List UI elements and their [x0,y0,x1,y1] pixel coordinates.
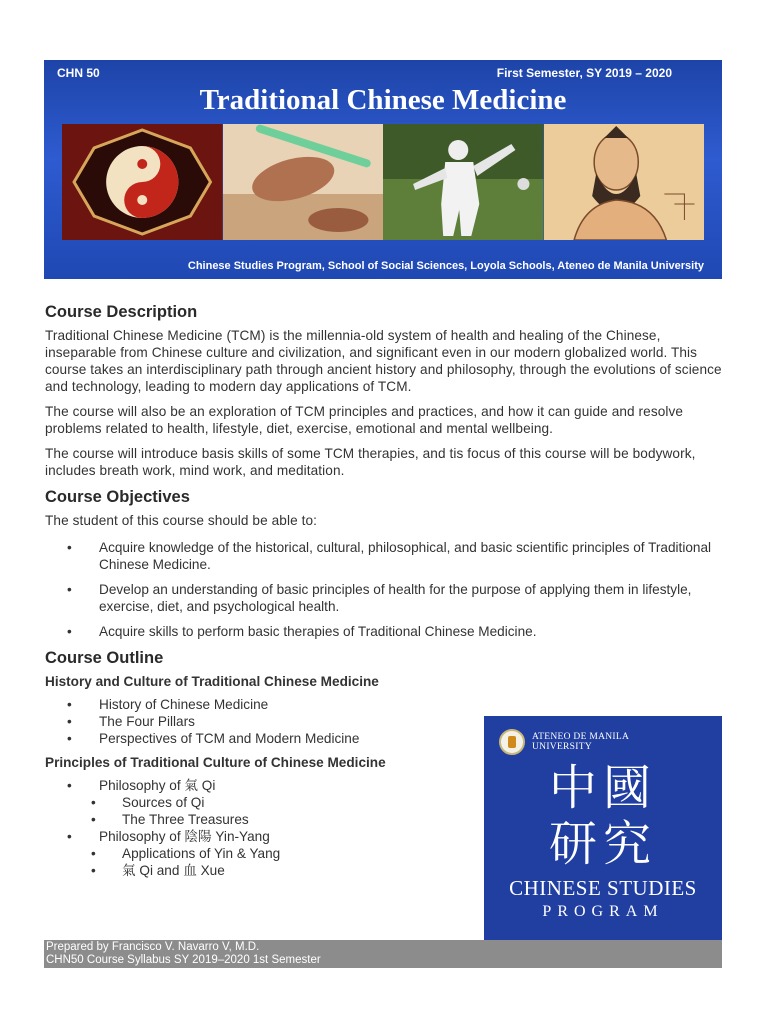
list-item: • The Four Pillars [67,714,195,729]
chinese-studies-label: CHINESE STUDIES [509,876,697,900]
list-item: • 氣 Qi and 血 Xue [91,863,225,878]
chinese-studies-logo [484,716,722,940]
footer-bar [44,940,722,968]
list-item: • Philosophy of 陰陽 Yin-Yang [67,829,270,844]
objectives-list [45,539,725,640]
bullet: • [67,624,72,639]
description-paragraph: The course will also be an exploration of TCM principles and practices, and how it can guide and resolve problems related to health, lifestyle, diet, exercise, emotional and mental wellbeing. [45,404,684,436]
bullet: • [67,582,72,597]
program-label: PROGRAM [542,903,664,920]
acupuncture-image [223,124,384,240]
semester-label: First Semester, SY 2019 – 2020 [496,66,672,80]
course-title: Traditional Chinese Medicine [199,84,567,116]
chinese-characters: 中國 研究 [548,760,657,872]
outline-section-title: Principles of Traditional Culture of Chinese Medicine [45,755,386,770]
list-item: • Develop an understanding of basic principles of health for the purpose of applying them in lifestyle, exercise, diet, and psychological health. [67,582,692,614]
course-description-heading: Course Description [45,303,198,321]
bullet: • [67,540,72,555]
list-item: • The Three Treasures [91,812,249,827]
ateneo-seal-icon [499,729,525,755]
university-name: ATENEO DE MANILA UNIVERSITY [532,732,630,752]
meridian-drawing-image [544,124,705,240]
objectives-intro: The student of this course should be able to: [45,513,318,528]
syllabus-label: CHN50 Course Syllabus SY 2019–2020 1st Semester [46,954,321,966]
list-item: • Philosophy of 氣 Qi [67,778,216,793]
tai-chi-statue-image [383,124,544,240]
program-affiliation: Chinese Studies Program, School of Social Sciences, Loyola Schools, Ateneo de Manila University [187,260,704,272]
description-paragraph: Traditional Chinese Medicine (TCM) is the millennia-old system of health and healing of the Chinese, inseparable from Chinese culture and civilization, and significant even in our modern globalized world. This course takes an interdisciplinary path through ancient history and philosophy, through the evolutions of science and technology, leading to modern day applications of TCM. [45,328,722,394]
list-item: • Perspectives of TCM and Modern Medicine [67,731,360,746]
course-outline-heading: Course Outline [45,649,164,667]
course-objectives-heading: Course Objectives [45,488,190,506]
list-item: • History of Chinese Medicine [67,697,269,712]
list-item: • Acquire skills to perform basic therapies of Traditional Chinese Medicine. [67,624,537,639]
list-item: • Applications of Yin & Yang [91,846,281,861]
list-item: • Sources of Qi [91,795,205,810]
outline-section-title: History and Culture of Traditional Chinese Medicine [45,674,379,689]
description-paragraph: The course will introduce basis skills of some TCM therapies, and tis focus of this course will be bodywork, includes breath work, mind work, and meditation. [45,446,696,478]
course-code: CHN 50 [57,66,100,80]
list-item: • Acquire knowledge of the historical, cultural, philosophical, and basic scientific principles of Traditional Chinese Medicine. [67,540,712,572]
photo-strip [62,124,704,240]
prepared-by: Prepared by Francisco V. Navarro V, M.D. [46,941,260,953]
bagua-yin-yang-image [62,124,223,240]
header-banner [44,60,722,279]
